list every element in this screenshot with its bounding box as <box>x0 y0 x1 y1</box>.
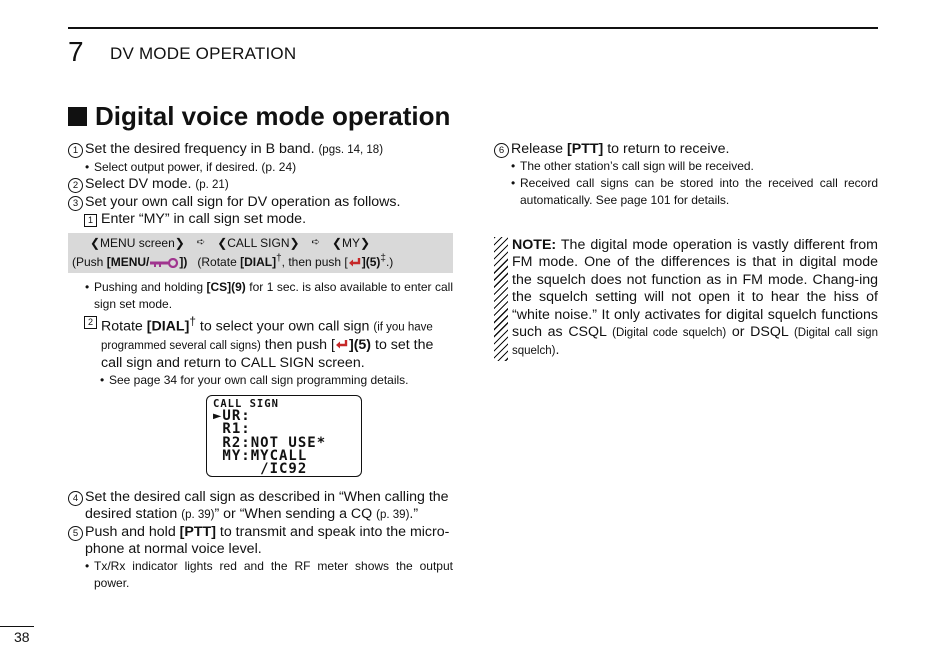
page-ref: (pgs. 14, 18) <box>318 144 384 156</box>
bullet: • Select output power, if desired. (p. 24) <box>85 160 297 174</box>
header-rule <box>68 27 878 29</box>
page-number: 38 <box>14 629 30 645</box>
page-ref: (p. 21) <box>195 179 229 191</box>
square-bullet-icon <box>68 107 87 126</box>
step-6: 6 Release [PTT] to return to receive. <box>494 141 878 158</box>
left-column <box>68 141 453 592</box>
step-number: 3 <box>68 196 83 211</box>
lcd-line: R1: <box>213 421 251 438</box>
key-icon <box>149 258 179 268</box>
right-column <box>494 141 878 209</box>
note-hatch-marker <box>494 237 508 361</box>
substep-text: Enter “MY” in call sign set mode. <box>101 211 307 227</box>
bullet: • See page 34 for your own call sign programming details. <box>100 372 409 387</box>
bullet: • Tx/Rx indicator lights red and the RF meter shows the output power. <box>85 558 453 590</box>
substep-2: 2 Rotate [DIAL]† to select your own call sign (if you have programmed several call signs) then push [ ](5) to set the call sign and return to CALL SIGN screen. <box>68 313 453 372</box>
menu-path-box <box>68 233 453 273</box>
step-number: 1 <box>68 143 83 158</box>
step-5: 5 Push and hold [PTT] to transmit and speak into the micro-phone at normal voice level. <box>68 524 453 558</box>
bullet: • Received call signs can be stored into the received call record automatically. See page 101 for details. <box>511 176 878 207</box>
substep-number: 1 <box>84 214 97 227</box>
menu-path: ❮MENU screen❯ ➪ ❮CALL SIGN❯ ➪ ❮MY❯ <box>90 236 371 250</box>
step-number: 6 <box>494 143 509 158</box>
substep-number: 2 <box>84 316 97 329</box>
page-number-rule <box>0 626 34 627</box>
step-number: 4 <box>68 491 83 506</box>
lcd-header: CALL SIGN <box>213 397 279 410</box>
step-1 <box>68 141 453 159</box>
lcd-line: ►UR: <box>213 407 251 424</box>
step-text: Set your own call sign for DV operation as follows. <box>85 194 401 210</box>
arrow-right-icon: ➪ <box>196 237 206 248</box>
step-4: 4 Set the desired call sign as described in “When calling the desired station (p. 39)” or “When sending a CQ (p. 39).” <box>68 489 453 524</box>
menu-path-keys: (Push [MENU/ ]) (Rotate [DIAL]†, then push [ ](5)‡.) <box>72 253 394 269</box>
step-text: Set the desired frequency in B band. <box>85 141 315 157</box>
section-title-text: Digital voice mode operation <box>95 101 451 131</box>
step-number: 2 <box>68 178 83 193</box>
step-2 <box>68 176 453 194</box>
step-3 <box>68 194 453 211</box>
enter-icon <box>348 257 362 268</box>
enter-icon <box>335 339 349 350</box>
step-text: Select DV mode. <box>85 176 192 192</box>
substep-1 <box>68 211 453 228</box>
arrow-right-icon: ➪ <box>311 237 320 248</box>
lcd-line: /IC92 <box>213 461 308 478</box>
lcd-line: R2:NOT USE* <box>213 434 327 451</box>
note-label: NOTE: <box>512 237 557 253</box>
section-title <box>68 100 450 132</box>
bullet: • The other station’s call sign will be received. <box>511 159 754 173</box>
note-box <box>494 237 878 361</box>
lcd-line: MY:MYCALL <box>213 447 308 464</box>
lcd-display <box>206 395 362 477</box>
bullet: • Pushing and holding [CS](9) for 1 sec. is also available to enter call sign set mode. <box>85 280 453 311</box>
chapter-title: DV MODE OPERATION <box>110 44 297 63</box>
step-number: 5 <box>68 526 83 541</box>
chapter-number: 7 <box>68 36 84 67</box>
note-text: NOTE: The digital mode operation is vastly different from FM mode. One of the differences is that in digital mode the squelch does not function as in FM mode. Chang-ing the squelch setting will not open it to hear the hiss of “white noise.” It only activates for digital squelch functions such as CSQL (Digital code squelch) or DSQL (Digital call sign squelch). <box>512 237 878 359</box>
